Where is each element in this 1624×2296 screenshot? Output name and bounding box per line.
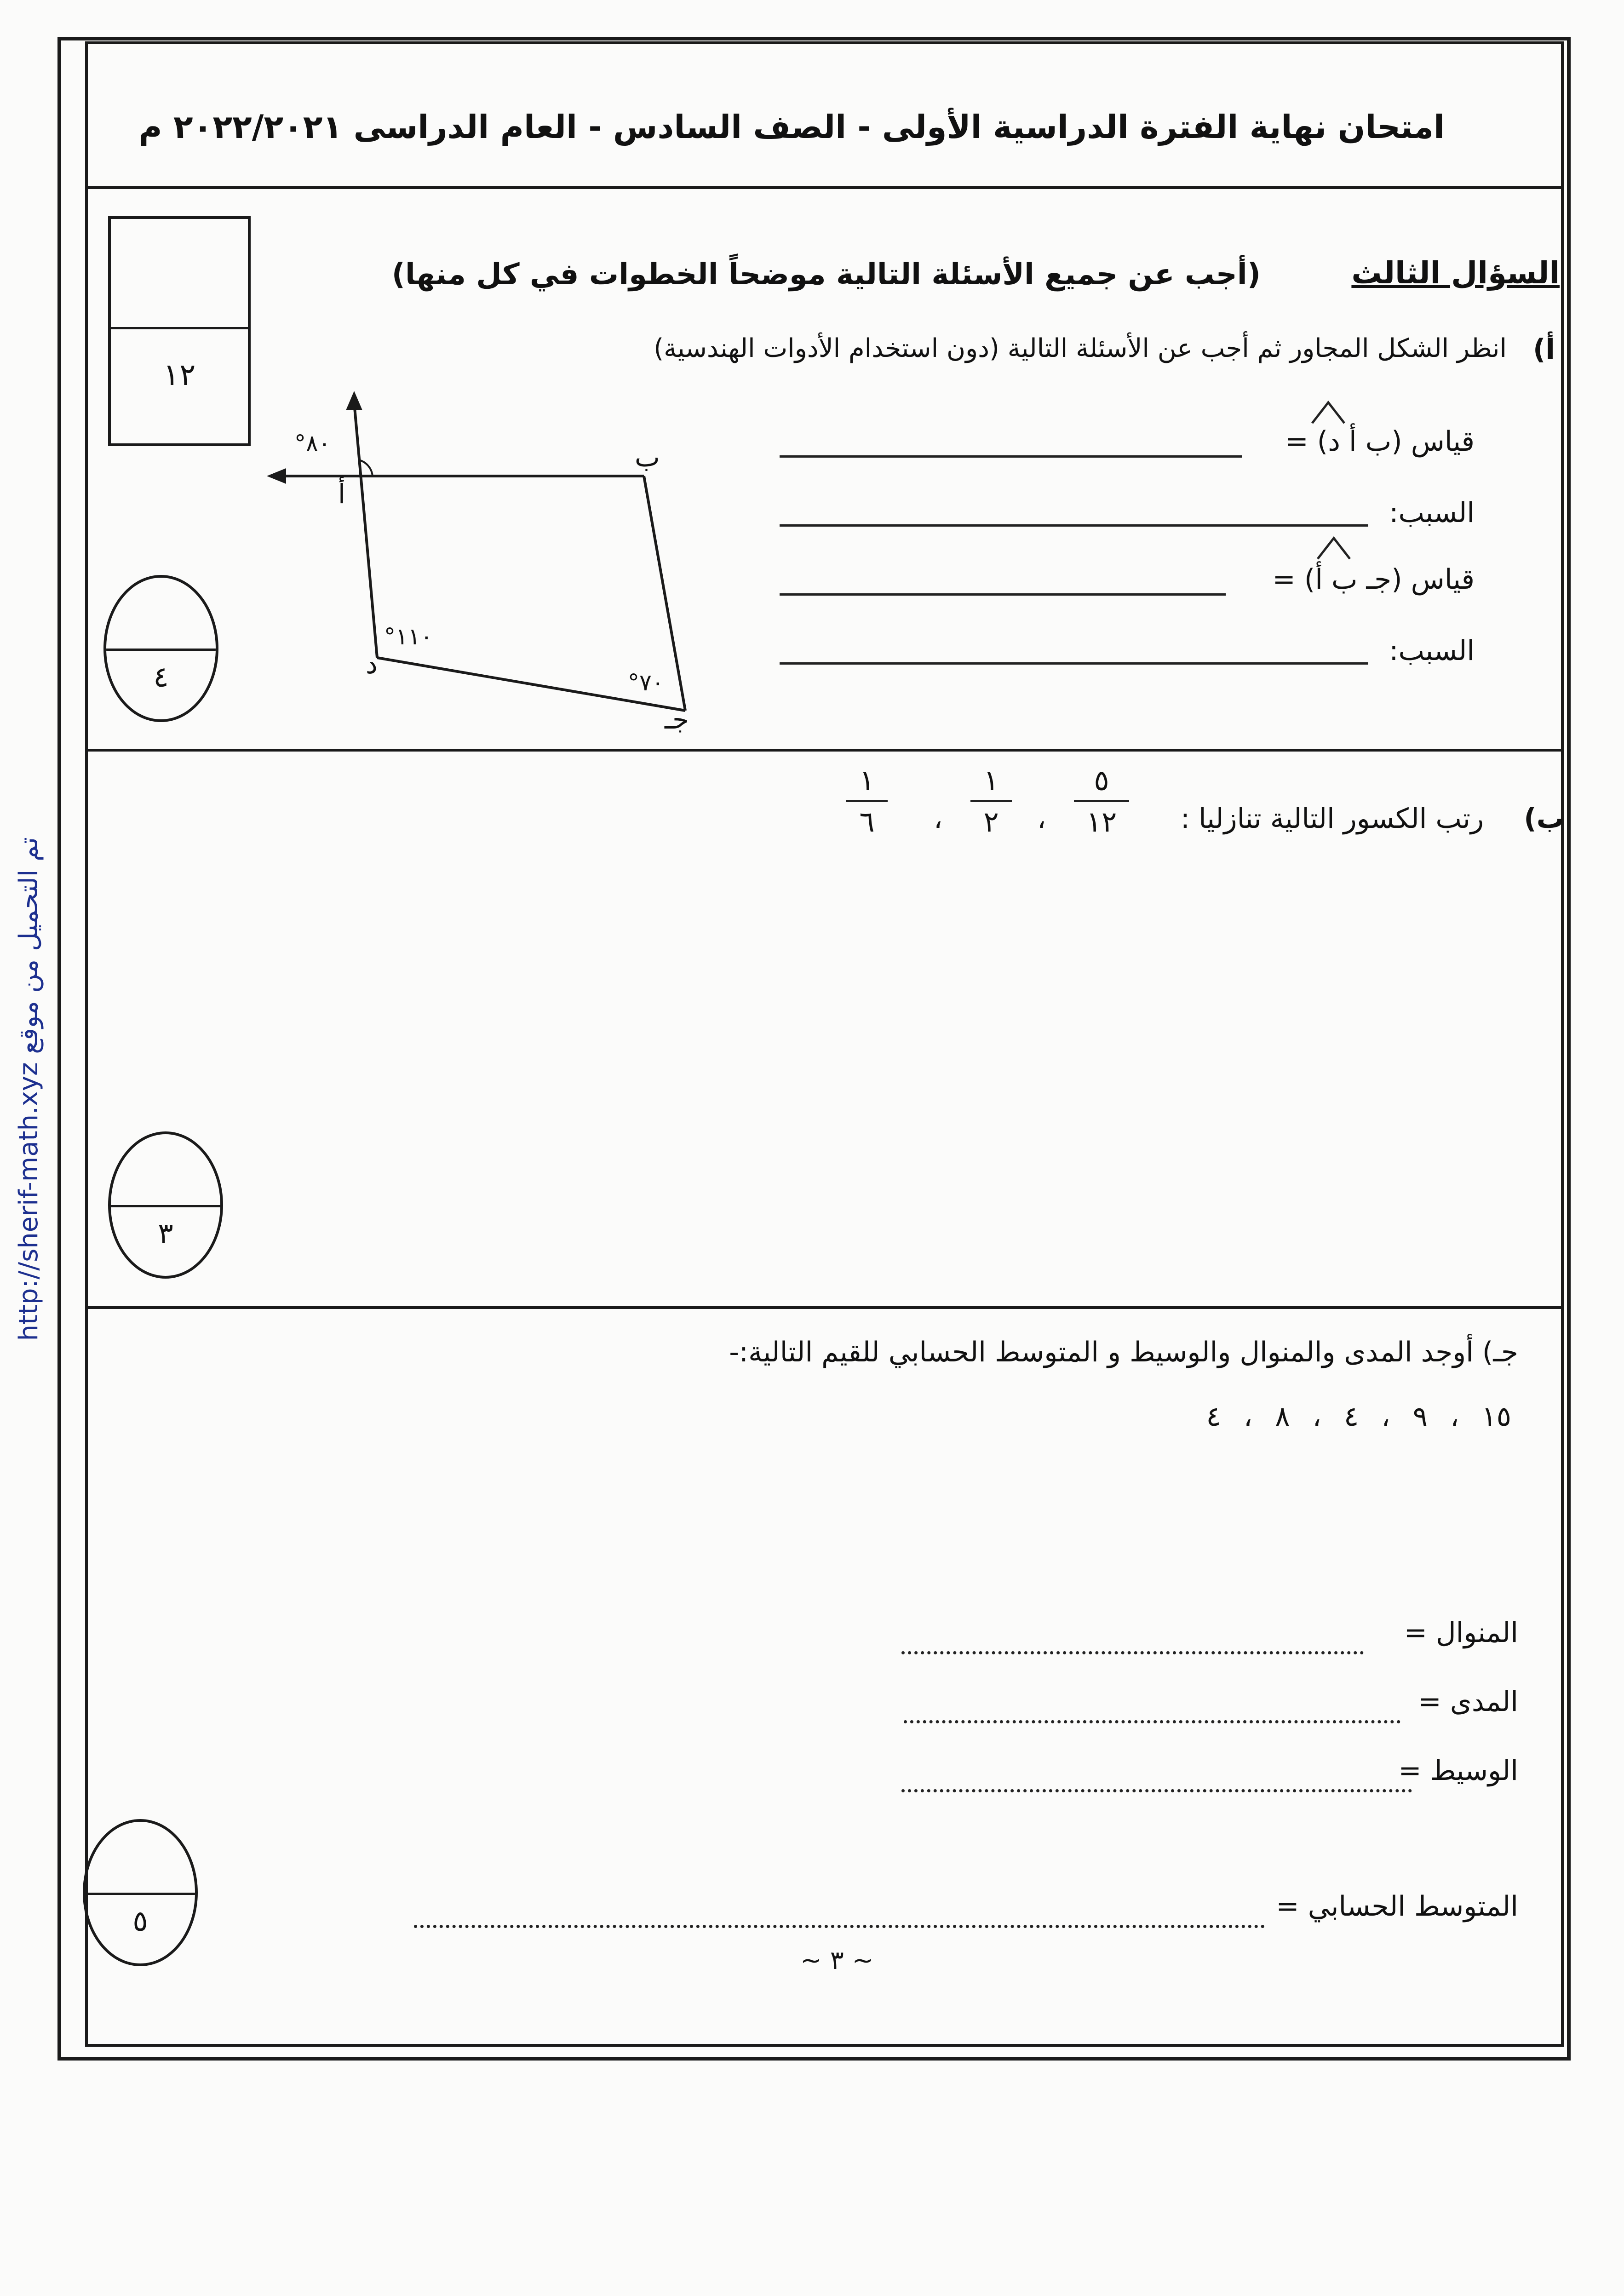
answer-dots-range[interactable] xyxy=(904,1720,1400,1723)
fraction-1-2-den: ٢ xyxy=(983,805,999,838)
section-heading: السؤال الثالث xyxy=(1351,255,1560,291)
figure-label-c: جـ xyxy=(665,704,689,735)
fraction-1-6 xyxy=(846,763,888,838)
figure-angle-c: °٧٠ xyxy=(628,669,664,696)
mode-label: المنوال = xyxy=(1404,1617,1518,1649)
fraction-1-2-num: ١ xyxy=(983,763,999,797)
part-a-score-oval xyxy=(103,575,218,722)
section-score-box xyxy=(108,216,251,446)
fraction-separator: ، xyxy=(1037,803,1046,835)
answer-line-angle-cba[interactable] xyxy=(780,593,1226,596)
part-b-score-oval xyxy=(108,1131,223,1279)
figure-angle-a: °٨٠ xyxy=(294,430,331,457)
figure-angle-d: °١١٠ xyxy=(384,623,433,650)
question-angle-bad: قياس (ب أ د) = xyxy=(1285,425,1475,458)
angle-cba-hat xyxy=(1315,534,1352,563)
fraction-separator: ، xyxy=(934,803,943,835)
figure-label-d: د xyxy=(366,649,378,680)
side-download-note: تم التحميل من موقع http://sherif-math.xyz xyxy=(14,837,44,1341)
answer-line-reason-1[interactable] xyxy=(780,524,1368,527)
mean-label: المتوسط الحسابي = xyxy=(1276,1890,1518,1923)
answer-dots-mean[interactable] xyxy=(414,1925,1265,1928)
fraction-5-12-den: ١٢ xyxy=(1086,805,1117,838)
part-c-values: ١٥ ، ٩ ، ٤ ، ٨ ، ٤ xyxy=(1206,1401,1511,1433)
reason-label-1: السبب: xyxy=(1389,497,1475,529)
answer-line-reason-2[interactable] xyxy=(780,662,1368,665)
part-a-label: أ) xyxy=(1533,333,1555,366)
divider-b-c xyxy=(87,1306,1564,1309)
median-label: الوسيط = xyxy=(1398,1755,1518,1787)
section-total-score: ١٢ xyxy=(163,357,196,392)
answer-dots-mode[interactable] xyxy=(901,1651,1364,1654)
answer-dots-median[interactable] xyxy=(901,1789,1412,1792)
divider-a-b xyxy=(87,749,1564,752)
fraction-1-2 xyxy=(970,763,1012,838)
fraction-1-6-den: ٦ xyxy=(859,805,875,838)
figure-label-a: أ xyxy=(338,478,346,510)
page-number: ~ ٣ ~ xyxy=(800,1946,874,1975)
header-divider xyxy=(87,186,1564,189)
part-c-score-oval xyxy=(83,1819,198,1966)
section-instruction: (أجب عن جميع الأسئلة التالية موضحاً الخطوات في كل منها) xyxy=(391,258,1261,292)
part-b-text: رتب الكسور التالية تنازليا : xyxy=(1180,803,1484,835)
fraction-5-12-num: ٥ xyxy=(1094,763,1109,797)
range-label: المدى = xyxy=(1418,1686,1518,1718)
part-c-text: جـ) أوجد المدى والمنوال والوسيط و المتوسط الحسابي للقيم التالية:- xyxy=(729,1336,1518,1368)
reason-label-2: السبب: xyxy=(1389,635,1475,667)
quadrilateral-figure xyxy=(258,382,754,750)
part-a-text: انظر الشكل المجاور ثم أجب عن الأسئلة التالية (دون استخدام الأدوات الهندسية) xyxy=(654,333,1507,363)
question-angle-cba: قياس (جـ ب أ) = xyxy=(1272,563,1475,596)
answer-line-angle-bad[interactable] xyxy=(780,455,1242,458)
part-b-label: ب) xyxy=(1524,803,1564,835)
part-b-score: ٣ xyxy=(158,1216,173,1250)
angle-bad-hat xyxy=(1310,398,1347,427)
fraction-5-12 xyxy=(1074,763,1129,838)
fraction-1-6-num: ١ xyxy=(859,763,875,797)
figure-label-b: ب xyxy=(635,442,660,473)
part-c-score: ٥ xyxy=(132,1904,148,1938)
exam-title: امتحان نهاية الفترة الدراسية الأولى - الصف السادس - العام الدراسى ٢٠٢٢/٢٠٢١ م xyxy=(138,108,1445,146)
part-a-score: ٤ xyxy=(153,660,169,694)
